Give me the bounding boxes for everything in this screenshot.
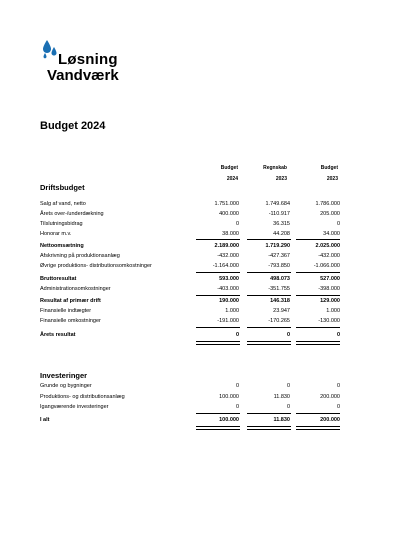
cell-budget-2023: 200.000 [320,394,340,400]
column-header-budget-2023 [298,165,338,182]
row-label: Salg af vand, netto [40,201,86,207]
subtotal-rule [196,413,240,414]
row-label: Administrationsomkostninger [40,286,111,292]
cell-budget-2023: 205.000 [320,211,340,217]
column-header-bottom: 2023 [275,176,287,182]
cell-budget-2023: 0 [336,383,340,389]
table-row-subtotal [40,276,340,283]
cell-regnskab-2023: 1.749.684 [265,201,290,207]
row-label: Afskrivning på produktionsanlæg [40,253,120,259]
logo-text-line2: Vandværk [47,67,119,84]
table-row [40,286,340,293]
subtotal-rule [296,295,340,296]
table-row-total [40,417,340,424]
cell-regnskab-2023: 1.719.290 [265,243,290,249]
subtotal-rule [196,295,240,296]
cell-budget-2024: 1.000 [225,308,239,314]
subtotal-rule [296,239,340,240]
subtotal-rule [196,239,240,240]
cell-regnskab-2023: -110.917 [268,211,290,217]
cell-budget-2024: 0 [235,332,239,338]
row-label: Årets resultat [40,332,76,338]
subtotal-rule [247,413,291,414]
cell-budget-2023: 1.000 [326,308,340,314]
table-row [40,221,340,228]
row-label: Tilslutningsbidrag [40,221,83,227]
row-label: Igangværende investeringer [40,404,109,410]
subtotal-rule [296,413,340,414]
cell-regnskab-2023: 11.830 [273,417,290,423]
column-header-bottom: 2023 [326,176,338,182]
table-row [40,318,340,325]
cell-regnskab-2023: 11.830 [273,394,290,400]
table-row [40,404,340,411]
cell-regnskab-2023: -351.755 [268,286,290,292]
cell-budget-2023: 129.000 [320,298,340,304]
total-double-rule [247,426,291,430]
subtotal-rule [247,327,291,328]
table-row [40,263,340,270]
cell-regnskab-2023: 44.208 [273,231,290,237]
cell-regnskab-2023: -793.850 [268,263,290,269]
cell-budget-2024: 100.000 [219,394,239,400]
row-label: Produktions- og distributionsanlæg [40,394,125,400]
cell-regnskab-2023: 0 [286,383,290,389]
table-row [40,383,340,390]
total-double-rule [196,341,240,345]
cell-budget-2023: -1.066.000 [313,263,340,269]
cell-budget-2024: 100.000 [219,417,239,423]
row-label: Nettoomsætning [40,243,84,249]
cell-budget-2023: 34.000 [323,231,340,237]
cell-budget-2024: 1.751.000 [214,201,239,207]
row-label: Øvrige produktions- distributionsomkostninger [40,263,152,269]
row-label: I alt [40,417,50,423]
column-header-budget-2024 [198,165,238,182]
subtotal-rule [196,327,240,328]
cell-regnskab-2023: -427.367 [268,253,290,259]
page-title: Budget 2024 [40,120,106,132]
cell-regnskab-2023: 0 [286,332,290,338]
company-logo [40,38,150,88]
row-label: Finansielle omkostninger [40,318,101,324]
table-row [40,231,340,238]
subtotal-rule [247,272,291,273]
column-header-top: Budget [320,165,338,171]
cell-regnskab-2023: 23.947 [273,308,290,314]
cell-budget-2023: -398.000 [318,286,340,292]
row-label: Bruttoresultat [40,276,77,282]
cell-budget-2024: -191.000 [217,318,239,324]
section-title-investeringer: Investeringer [40,371,88,380]
table-row [40,308,340,315]
column-header-regnskab-2023 [247,165,287,182]
section-title-driftsbudget: Driftsbudget [40,183,85,192]
cell-budget-2023: 527.000 [320,276,340,282]
cell-budget-2024: 0 [235,404,239,410]
total-double-rule [296,341,340,345]
subtotal-rule [296,327,340,328]
table-row [40,253,340,260]
row-label: Resultat af primær drift [40,298,101,304]
cell-regnskab-2023: 498.073 [270,276,290,282]
column-header-top: Regnskab [263,165,287,171]
table-row [40,201,340,208]
subtotal-rule [247,295,291,296]
cell-budget-2023: -432.000 [318,253,340,259]
cell-regnskab-2023: 146.318 [270,298,290,304]
row-label: Honorar m.v. [40,231,72,237]
cell-budget-2024: 593.000 [219,276,239,282]
cell-budget-2024: 0 [235,383,239,389]
cell-budget-2023: -130.000 [318,318,340,324]
cell-budget-2024: 0 [235,221,239,227]
column-header-bottom: 2024 [226,176,238,182]
cell-regnskab-2023: 36.315 [273,221,290,227]
cell-budget-2024: -432.000 [217,253,239,259]
column-header-top: Budget [220,165,238,171]
cell-budget-2023: 200.000 [320,417,340,423]
table-row-subtotal [40,243,340,250]
total-double-rule [296,426,340,430]
row-label: Finansielle indtægter [40,308,92,314]
subtotal-rule [196,272,240,273]
logo-text-line1: Løsning [58,51,118,68]
cell-regnskab-2023: 0 [286,404,290,410]
cell-budget-2023: 0 [336,404,340,410]
cell-budget-2023: 0 [336,221,340,227]
row-label: Årets over-/underdækning [40,211,104,217]
table-row-total [40,332,340,339]
total-double-rule [247,341,291,345]
cell-budget-2024: -403.000 [217,286,239,292]
cell-budget-2023: 2.025.000 [315,243,340,249]
cell-budget-2024: 400.000 [219,211,239,217]
table-row [40,211,340,218]
total-double-rule [196,426,240,430]
subtotal-rule [296,272,340,273]
row-label: Grunde og bygninger [40,383,92,389]
cell-budget-2024: 2.189.000 [214,243,239,249]
subtotal-rule [247,239,291,240]
water-drops-icon [40,38,60,60]
table-row [40,394,340,401]
table-row-subtotal [40,298,340,305]
cell-budget-2024: 190.000 [219,298,239,304]
cell-regnskab-2023: -170.265 [268,318,290,324]
cell-budget-2023: 0 [336,332,340,338]
cell-budget-2024: -1.164.000 [212,263,239,269]
cell-budget-2024: 38.000 [222,231,239,237]
cell-budget-2023: 1.786.000 [315,201,340,207]
